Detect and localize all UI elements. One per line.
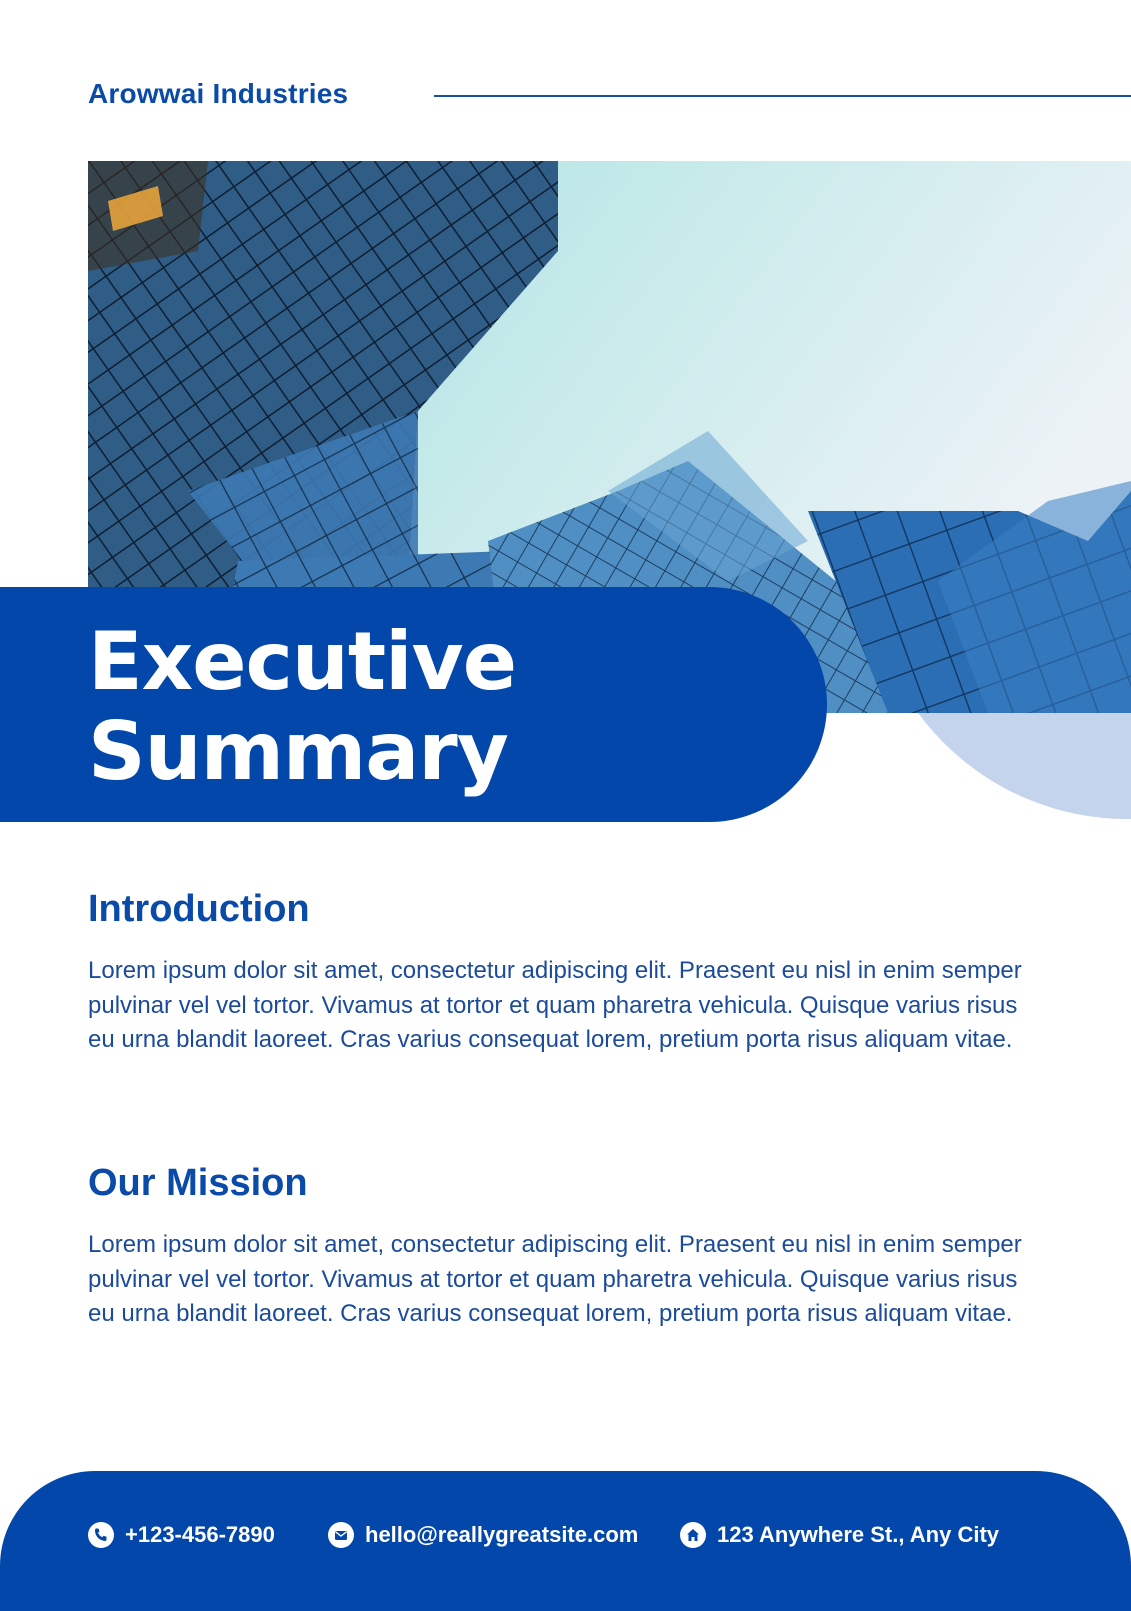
title-line-1: Executive [88, 615, 516, 708]
home-icon [680, 1522, 706, 1548]
contact-email[interactable] [328, 1522, 638, 1548]
page-title [88, 617, 516, 797]
mission-heading: Our Mission [88, 1162, 308, 1204]
company-name: Arowwai Industries [88, 78, 349, 109]
phone-icon [88, 1522, 114, 1548]
header-divider [434, 95, 1131, 97]
phone-number: +123-456-7890 [125, 1522, 275, 1547]
introduction-text: Lorem ipsum dolor sit amet, consectetur adipiscing elit. Praesent eu nisl in enim semper pulvinar vel vel tortor. Vivamus at tortor et quam pharetra vehicula. Quisque varius risus eu urna blandit laoreet. Cras varius consequat lorem, pretium porta risus aliquam vitae. [88, 957, 1022, 1053]
contact-address[interactable] [680, 1522, 999, 1548]
mission-text: Lorem ipsum dolor sit amet, consectetur adipiscing elit. Praesent eu nisl in enim semper pulvinar vel vel tortor. Vivamus at tortor et quam pharetra vehicula. Quisque varius risus eu urna blandit laoreet. Cras varius consequat lorem, pretium porta risus aliquam vitae. [88, 1231, 1022, 1327]
email-address: hello@reallygreatsite.com [365, 1522, 639, 1547]
introduction-heading: Introduction [88, 888, 310, 930]
title-line-2: Summary [88, 705, 508, 798]
street-address: 123 Anywhere St., Any City [717, 1522, 1000, 1547]
mail-icon [328, 1522, 354, 1548]
contact-phone[interactable] [88, 1522, 275, 1548]
